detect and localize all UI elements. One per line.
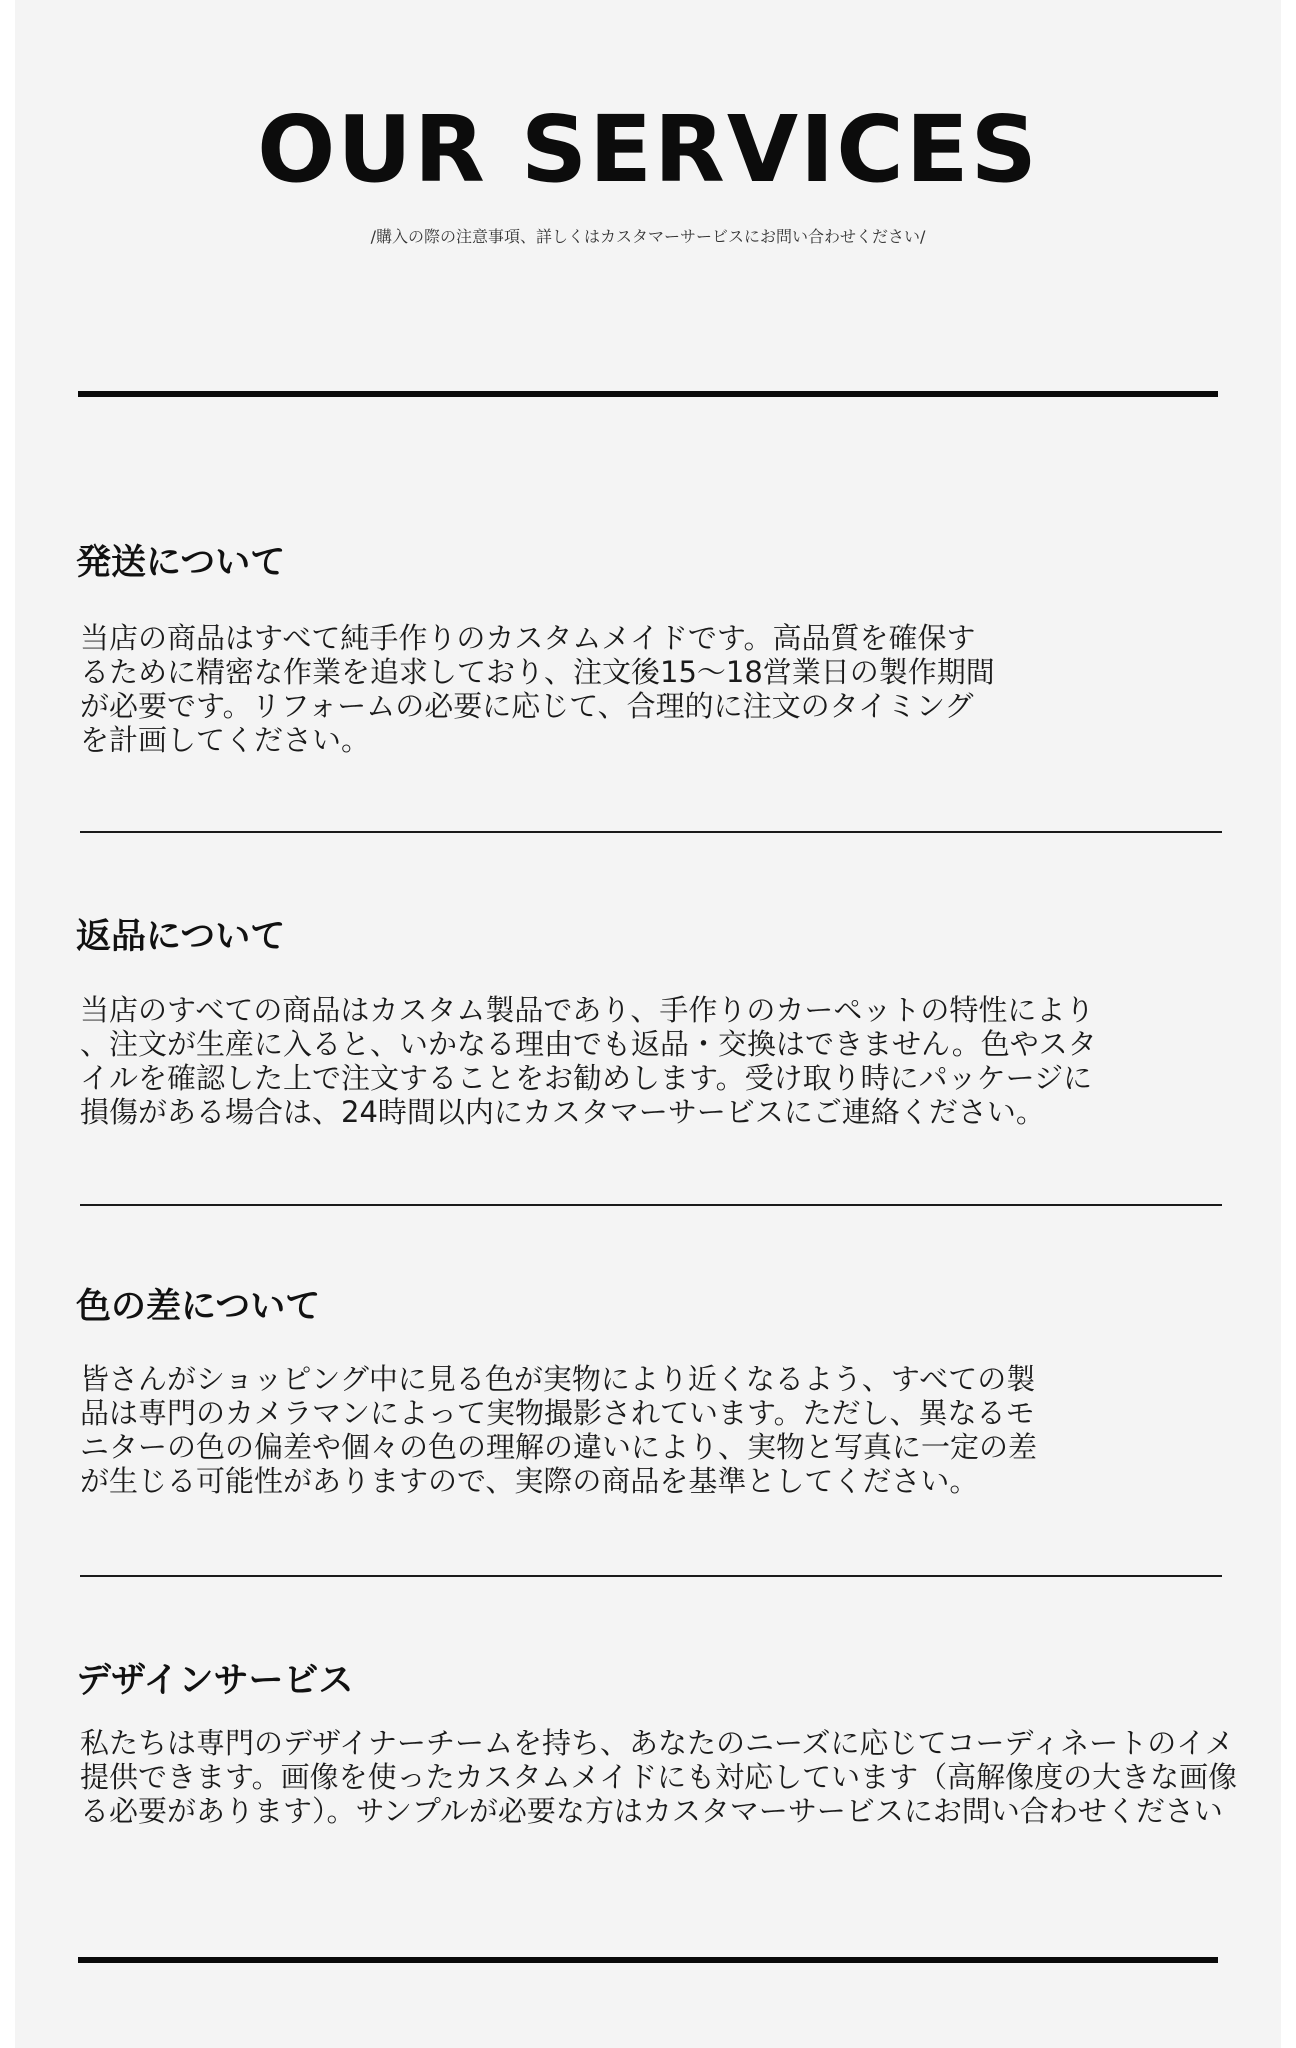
section-line: が必要です。リフォームの必要に応じて、合理的に注文のタイミング [80, 689, 974, 723]
section-divider [80, 831, 1222, 833]
section-line: 皆さんがショッピング中に見る色が実物により近くなるよう、すべての製 [80, 1362, 1036, 1396]
section-line: 当店のすべての商品はカスタム製品であり、手作りのカーペットの特性により [80, 993, 1095, 1027]
section-line: が生じる可能性がありますので、実際の商品を基準としてください。 [80, 1464, 979, 1498]
section-line: 損傷がある場合は、24時間以内にカスタマーサービスにご連絡ください。 [80, 1095, 1045, 1129]
section-heading-color-difference: 色の差について [76, 1287, 321, 1327]
section-line: るために精密な作業を追求しており、注文後15〜18営業日の製作期間 [80, 655, 995, 689]
section-line: 当店の商品はすべて純手作りのカスタムメイドです。高品質を確保す [80, 621, 976, 655]
section-body-design-service [80, 1726, 1237, 1828]
section-line: 私たちは専門のデザイナーチームを持ち、あなたのニーズに応じてコーディネートのイメ [80, 1726, 1234, 1760]
page-title: OUR SERVICES [257, 96, 1039, 203]
section-body-color-difference [80, 1362, 1037, 1498]
section-line: を計画してください。 [80, 723, 371, 757]
page-subtitle: /購入の際の注意事項、詳しくはカスタマーサービスにお問い合わせください/ [370, 227, 926, 246]
section-heading-design-service: デザインサービス [76, 1661, 354, 1701]
section-body-shipping [80, 621, 995, 757]
section-body-returns [80, 993, 1097, 1129]
top-divider [78, 391, 1218, 397]
section-heading-shipping: 発送について [76, 543, 286, 583]
bottom-divider [78, 1957, 1218, 1963]
section-line: 品は専門のカメラマンによって実物撮影されています。ただし、異なるモ [80, 1396, 1035, 1430]
section-line: る必要があります）。サンプルが必要な方はカスタマーサービスにお問い合わせください [80, 1794, 1223, 1828]
section-heading-returns: 返品について [76, 917, 286, 957]
section-line: 提供できます。画像を使ったカスタムメイドにも対応しています（高解像度の大きな画像 [80, 1760, 1238, 1794]
section-divider [80, 1204, 1222, 1206]
section-line: イルを確認した上で注文することをお勧めします。受け取り時にパッケージに [80, 1061, 1093, 1095]
section-divider [80, 1575, 1222, 1577]
section-line: 、注文が生産に入ると、いかなる理由でも返品・交換はできません。色やスタ [80, 1027, 1097, 1061]
section-line: ニターの色の偏差や個々の色の理解の違いにより、実物と写真に一定の差 [80, 1430, 1038, 1464]
